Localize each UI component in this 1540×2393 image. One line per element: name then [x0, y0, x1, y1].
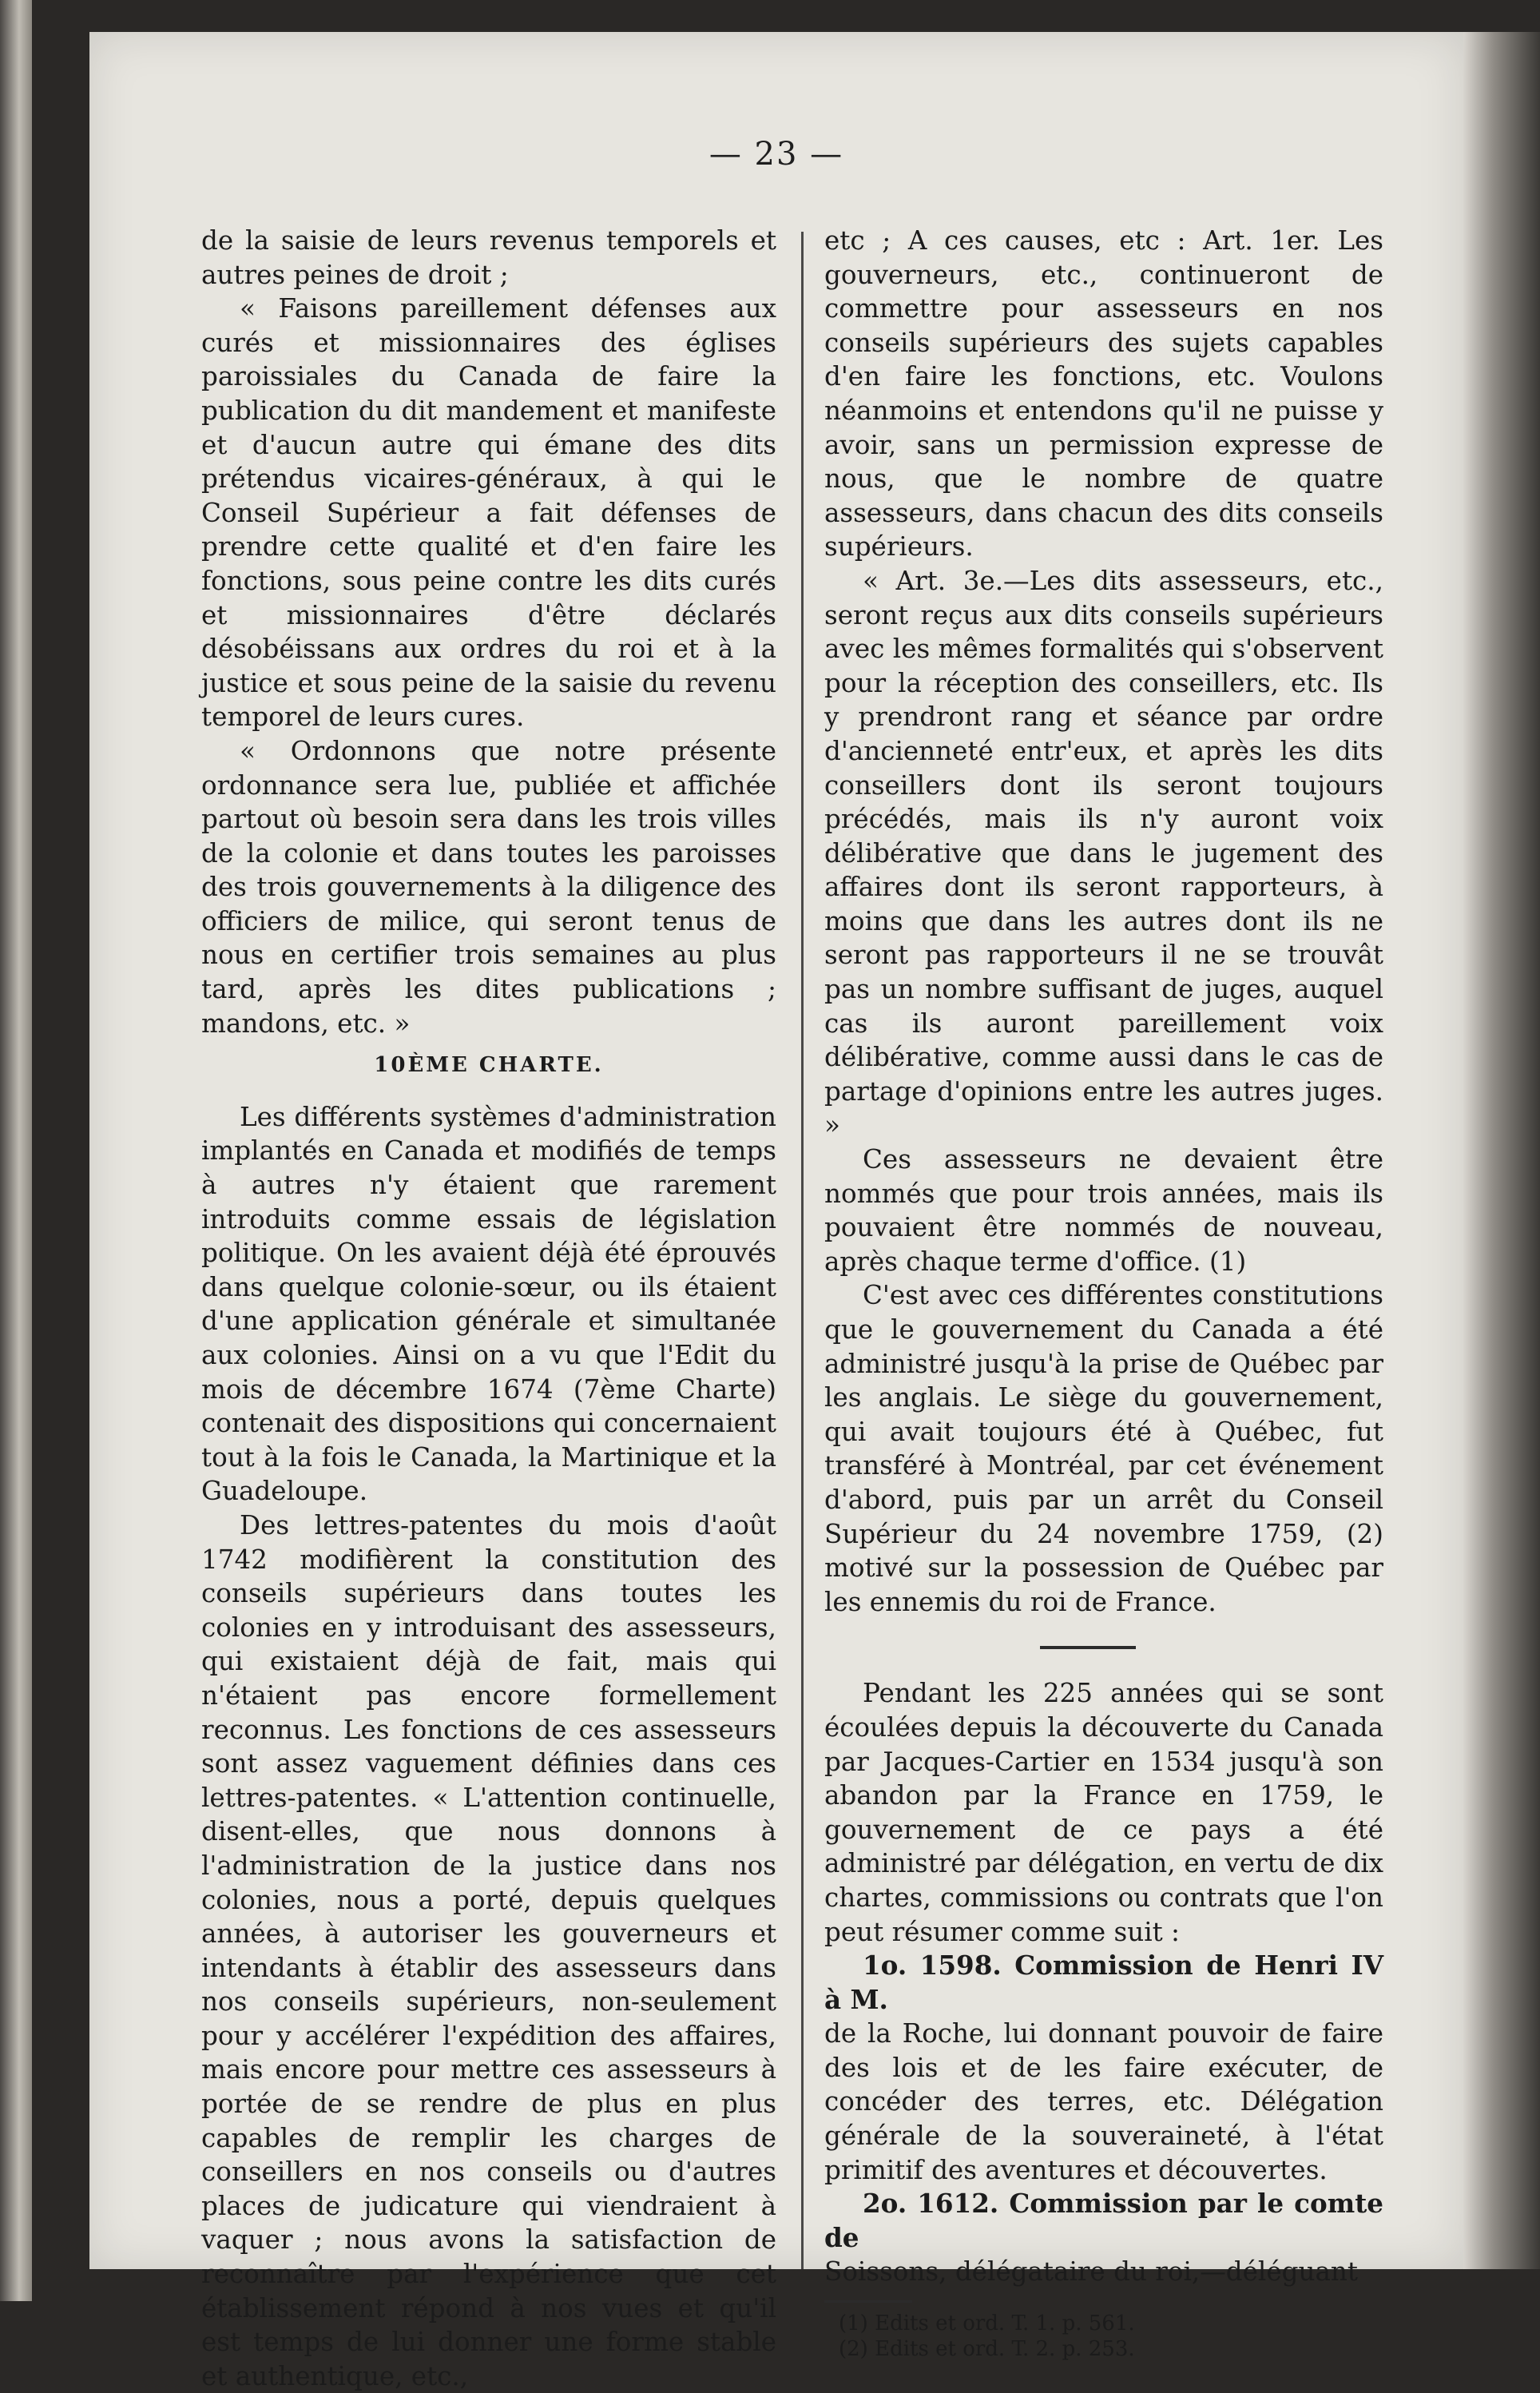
paragraph: Pendant les 225 années qui se sont écoulées depuis la découverte du Canada par Jacques-Cartier en 1534 jusqu'à son abandon par la France en 1759, le gouvernement de ce pays a été administré par délégation, en vertu de dix chartes, commissions ou contrats que l'on peut résumer comme suit : [824, 1678, 1383, 1947]
paragraph: Des lettres-patentes du mois d'août 1742 modifièrent la constitution des conseils supérieurs dans toutes les colonies en y introduisant des assesseurs, qui existaient déjà de fait, mais qui n'étaient pas encore formellement reconnus. Les fonctions de ces assesseurs sont assez vaguement définies dans ces lettres-patentes. « L'attention continuelle, disent-elles, que nous donnons à l'administration de la justice dans nos colonies, nous a porté, depuis quelques années, à autoriser les gouverneurs et intendants à établir des assesseurs dans nos conseils supérieurs, non-seulement pour y accélérer l'expédition des affaires, mais encore pour mettre ces assesseurs à portée de se rendre de plus en plus capables de remplir les charges de conseillers en nos conseils ou d'autres places de judicature qui viendraient à vaquer ; nous avons la satisfaction de reconnaître par l'expérience que cet établissement répond à nos vues et qu'il est temps de lui donner une forme stable et authentique, etc., [201, 1509, 776, 2391]
paragraph: de la saisie de leurs revenus temporels et autres peines de droit ; [201, 225, 776, 290]
list-item-text: de la Roche, lui donnant pouvoir de faire des lois et de les faire exécuter, de concéder des terres, etc. Délégation générale de la souveraineté, à l'état primitif des aventures et découvertes. [824, 2018, 1383, 2185]
page-number: — 23 — [708, 136, 844, 173]
footnote-rule [824, 2300, 912, 2303]
section-heading: 10ÈME CHARTE. [374, 1053, 604, 1078]
right-column [824, 224, 1383, 2362]
list-item-text: Soissons, délégataire du roi,—déléguant [824, 2256, 1358, 2288]
page-right-edge [1463, 32, 1540, 2269]
paragraph: C'est avec ces différentes constitutions que le gouvernement du Canada a été administré jusqu'à la prise de Québec par les anglais. Le siège du gouvernement, qui avait toujours été à Québec, fut transféré à Montréal, par cet événement d'abord, puis par un arrêt du Conseil Supérieur du 24 novembre 1759, (2) motivé sur la possession de Québec par les ennemis du roi de France. [824, 1280, 1383, 1617]
paragraph: « Faisons pareillement défenses aux curés et missionnaires des églises paroissiales du Canada de faire la publication du dit mandement et manifeste et d'aucun autre qui émane des dits prétendus vicaires-généraux, à qui le Conseil Supérieur a fait défenses de prendre cette qualité et d'en faire les fonctions, sous peine contre les dits curés et missionnaires d'être déclarés désobéissans aux ordres du roi et à la justice et sous peine de la saisie du revenu temporel de leurs cures. [201, 293, 776, 733]
footnotes [824, 2311, 1383, 2362]
left-column [201, 224, 776, 2393]
book-page [89, 32, 1463, 2391]
paragraph: « Art. 3e.—Les dits assesseurs, etc., seront reçus aux dits conseils supérieurs avec les mêmes formalités qui s'observent pour la réception des conseillers, etc. Ils y prendront rang et séance par ordre d'ancienneté entr'eux, et après les dits conseillers dont ils seront toujours précédés, mais ils n'y auront voix délibérative que dans le jugement des affaires dont ils seront rapporteurs, à moins que dans les autres dont ils ne seront pas rapporteurs il ne se trouvât pas un nombre suffisant de juges, auquel cas ils auront pareillement voix délibérative, comme aussi dans le cas de partage d'opinions entre les autres juges. » [824, 565, 1383, 1141]
paragraph: Ces assesseurs ne devaient être nommés que pour trois années, mais ils pouvaient être nommés de nouveau, après chaque terme d'office. (1) [824, 1144, 1383, 1277]
footnote: (2) Edits et ord. T. 2. p. 253. [839, 2337, 1135, 2362]
paragraph: Les différents systèmes d'administration implantés en Canada et modifiés de temps à autres n'y étaient que rarement introduits comme essais de législation politique. On les avaient déjà été éprouvés dans quelque colonie-sœur, ou ils étaient d'une application générale et simultanée aux colonies. Ainsi on a vu que l'Edit du mois de décembre 1674 (7ème Charte) contenait des dispositions qui concernaient tout à la fois le Canada, la Martinique et la Guadeloupe. [201, 1101, 776, 1507]
list-item-label: 2o. 1612. Commission par le comte de [824, 2188, 1383, 2253]
footnote: (1) Edits et ord. T. 1. p. 561. [839, 2312, 1135, 2336]
paragraph: « Ordonnons que notre présente ordonnance sera lue, publiée et affichée partout où besoin sera dans les trois villes de la colonie et dans toutes les paroisses des trois gouvernements à la diligence des officiers de milice, qui seront tenus de nous en certifier trois semaines au plus tard, après les dites publications ; mandons, etc. » [201, 735, 776, 1039]
section-divider [1040, 1646, 1136, 1649]
list-item-label: 1o. 1598. Commission de Henri IV à M. [824, 1950, 1383, 2015]
column-divider [801, 232, 804, 2269]
adjacent-page-edge [0, 0, 32, 2301]
paragraph: etc ; A ces causes, etc : Art. 1er. Les gouverneurs, etc., continueront de commettre pour assesseurs en nos conseils supérieurs des sujets capables d'en faire les fonctions, etc. Voulons néanmoins et entendons qu'il ne puisse y avoir, sans un permission expresse de nous, que le nombre de quatre assesseurs, dans chacun des dits conseils supérieurs. [824, 225, 1383, 562]
